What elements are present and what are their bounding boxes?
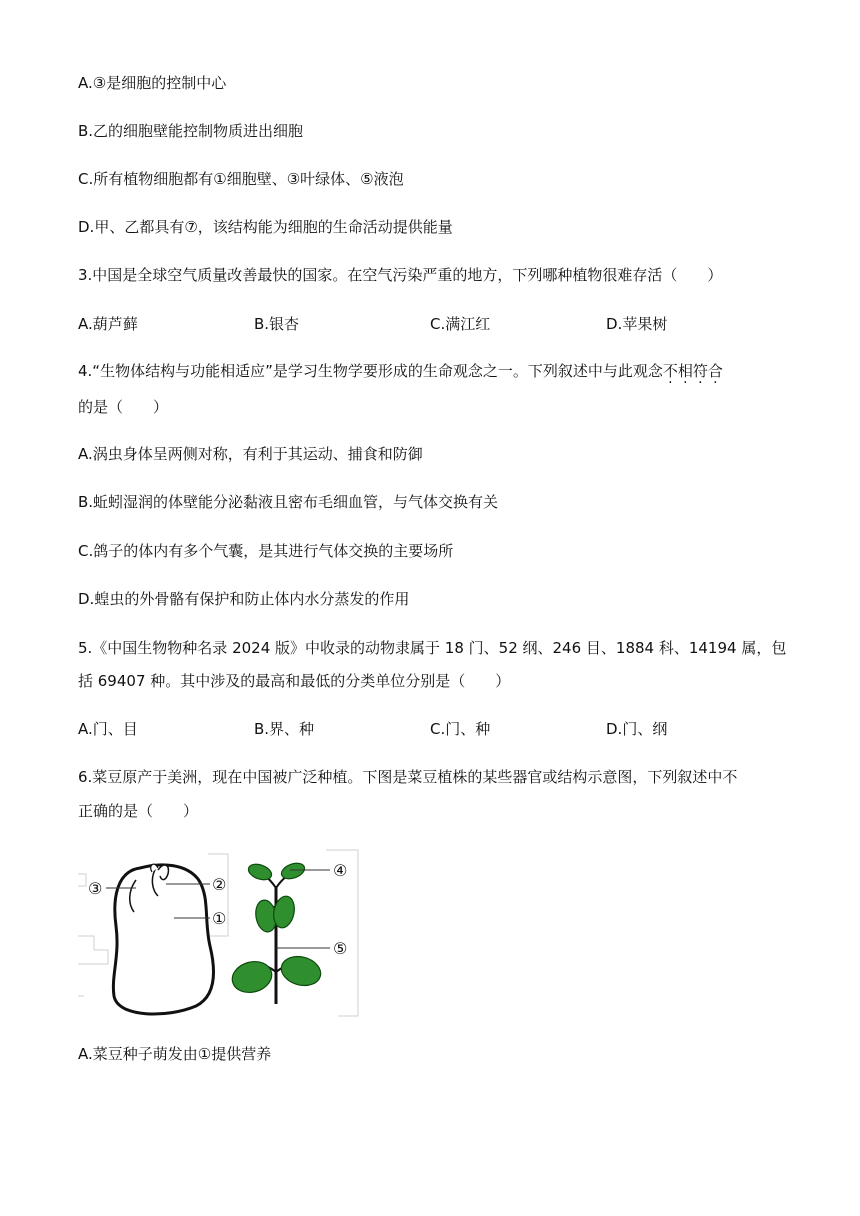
q4-option-b: B.蚯蚓湿润的体壁能分泌黏液且密布毛细血管，与气体交换有关 xyxy=(78,493,499,511)
q5-stem-line1: 5.《中国生物物种名录 2024 版》中收录的动物隶属于 18 门、52 纲、246 目、1884 科、14194 属，包 xyxy=(78,639,787,657)
q5-option-b: B.界、种 xyxy=(254,720,315,738)
label-4: ④ xyxy=(333,861,348,880)
q5-option-a: A.门、目 xyxy=(78,720,138,738)
q2-option-c: C.所有植物细胞都有①细胞壁、③叶绿体、⑤液泡 xyxy=(78,170,404,188)
q6-stem-line2: 正确的是（ ） xyxy=(78,802,199,820)
q6-option-a: A.菜豆种子萌发由①提供营养 xyxy=(78,1045,272,1063)
q6-stem-line1: 6.菜豆原产于美洲，现在中国被广泛种植。下图是菜豆植株的某些器官或结构示意图，下列叙述中不 xyxy=(78,768,738,786)
q2-option-a: A.③是细胞的控制中心 xyxy=(78,74,227,92)
label-5: ⑤ xyxy=(333,939,348,958)
q4-emphasis-char: 不 xyxy=(662,362,678,380)
q3-stem: 3.中国是全球空气质量改善最快的国家。在空气污染严重的地方，下列哪种植物很难存活（ ） xyxy=(78,266,723,284)
q3-option-a: A.葫芦藓 xyxy=(78,315,138,333)
q4-emphasis-char: 符 xyxy=(692,362,708,380)
q4-stem-line1 xyxy=(78,361,723,381)
bean-plant-icon xyxy=(229,860,324,1004)
q4-option-d: D.蝗虫的外骨骼有保护和防止体内水分蒸发的作用 xyxy=(78,590,410,608)
label-1: ① xyxy=(212,909,227,928)
q4-stem-text: 4.“生物体结构与功能相适应”是学习生物学要形成的生命观念之一。下列叙述中与此观念 xyxy=(78,362,663,380)
bean-seed-and-plant-diagram xyxy=(78,846,360,1022)
q4-option-a: A.涡虫身体呈两侧对称，有利于其运动、捕食和防御 xyxy=(78,445,423,463)
q5-stem-line2: 括 69407 种。其中涉及的最高和最低的分类单位分别是（ ） xyxy=(78,672,511,690)
q5-option-c: C.门、种 xyxy=(430,720,491,738)
q5-option-d: D.门、纲 xyxy=(606,720,668,738)
q2-option-b: B.乙的细胞壁能控制物质进出细胞 xyxy=(78,122,304,140)
label-2: ② xyxy=(212,875,227,894)
q4-emphasis-char: 合 xyxy=(707,362,723,380)
q4-stem-line2: 的是（ ） xyxy=(78,398,169,416)
q4-option-c: C.鸽子的体内有多个气囊，是其进行气体交换的主要场所 xyxy=(78,542,454,560)
q2-option-d: D.甲、乙都具有⑦，该结构能为细胞的生命活动提供能量 xyxy=(78,218,453,236)
label-3: ③ xyxy=(88,879,103,898)
q3-option-c: C.满江红 xyxy=(430,315,491,333)
bean-seed-icon xyxy=(113,864,213,1014)
q3-option-b: B.银杏 xyxy=(254,315,300,333)
q4-emphasis-char: 相 xyxy=(677,362,693,380)
q3-option-d: D.苹果树 xyxy=(606,315,668,333)
